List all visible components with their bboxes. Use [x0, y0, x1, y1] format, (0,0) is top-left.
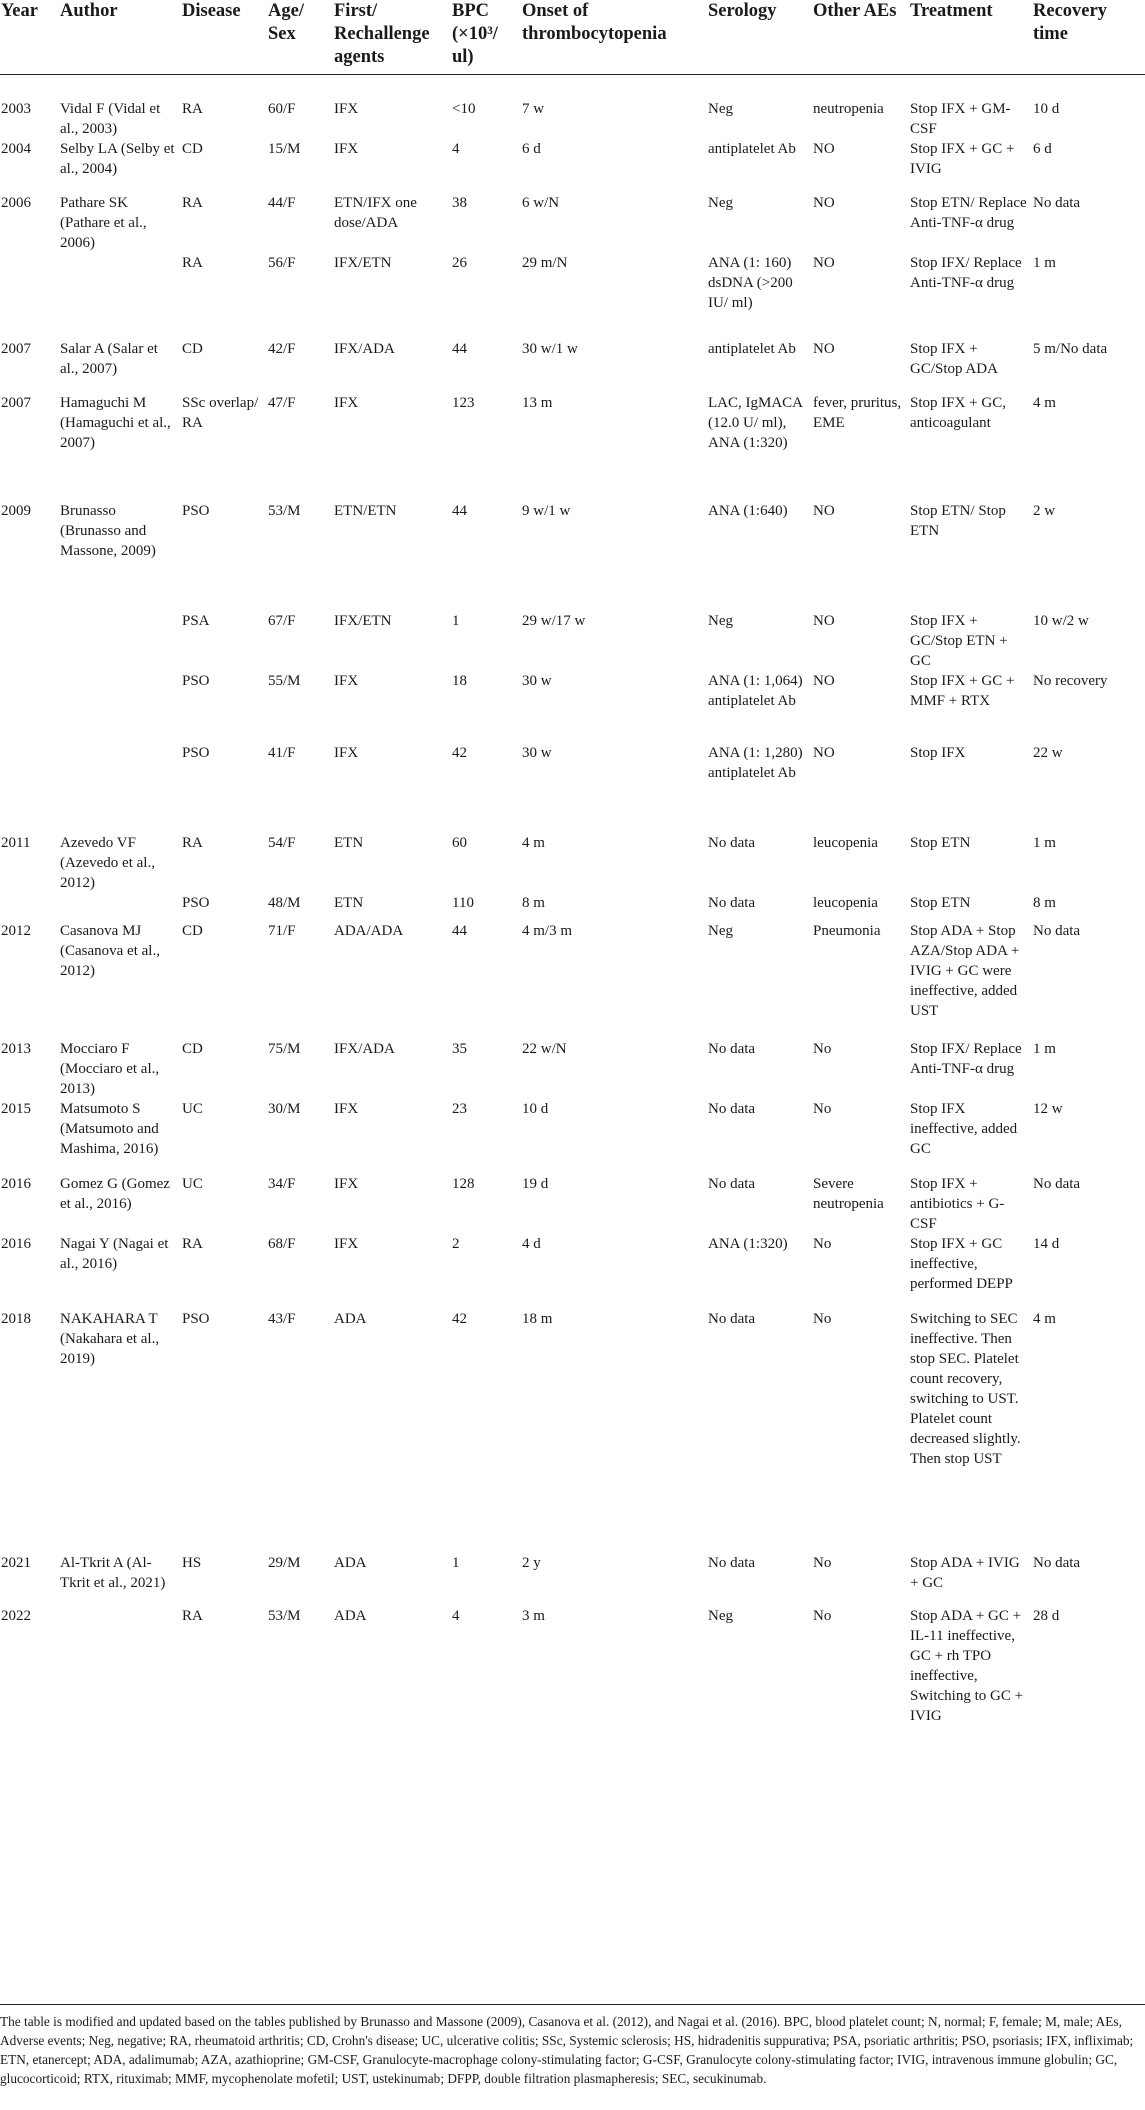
- table-cell: 4 d: [522, 1236, 541, 1252]
- table-cell: 44: [452, 923, 467, 939]
- table-cell: Stop IFX + GM-CSF: [910, 101, 1011, 137]
- table-cell: PSO: [182, 895, 210, 911]
- table-cell: RA: [182, 1608, 203, 1624]
- table-cell: PSO: [182, 673, 210, 689]
- table-cell: 1 m: [1033, 1041, 1056, 1057]
- table-cell: [0, 611, 60, 671]
- table-row: [0, 75, 1145, 140]
- table-cell: 2012: [1, 923, 31, 939]
- table-cell: 15/M: [268, 141, 301, 157]
- table-cell: IFX: [334, 1101, 359, 1117]
- table-cell: 29 m/N: [522, 255, 568, 271]
- table-cell: 8 m: [1033, 895, 1056, 911]
- table-cell: 68/F: [268, 1236, 296, 1252]
- table-cell: 42: [452, 745, 467, 761]
- table-cell: 44: [452, 503, 467, 519]
- table-cell: [60, 611, 182, 671]
- table-cell: NO: [813, 673, 835, 689]
- table-cell: Stop IFX + GC/Stop ADA: [910, 341, 998, 377]
- table-cell: ANA (1: 1,064) antiplatelet Ab: [708, 673, 803, 709]
- table-cell: RA: [182, 255, 203, 271]
- table-cell: 56/F: [268, 255, 296, 271]
- table-cell: Neg: [708, 613, 733, 629]
- table-cell: 10 d: [522, 1101, 549, 1117]
- table-cell: antiplatelet Ab: [708, 141, 796, 157]
- table-cell: 2007: [1, 395, 31, 411]
- column-header: Year: [1, 1, 38, 21]
- table-cell: [0, 743, 60, 833]
- table-row: [0, 253, 1145, 339]
- table-row: [0, 1606, 1145, 1726]
- table-cell: 22 w/N: [522, 1041, 567, 1057]
- table-cell: 44: [452, 341, 467, 357]
- table-cell: leucopenia: [813, 895, 878, 911]
- table-cell: 4 m: [522, 835, 545, 851]
- table-cell: No: [813, 1236, 832, 1252]
- table-cell: NO: [813, 141, 835, 157]
- table-cell: Stop ETN/ Replace Anti-TNF-α drug: [910, 195, 1027, 231]
- table-cell: ETN/IFX one dose/ADA: [334, 195, 417, 231]
- table-cell: No data: [708, 835, 756, 851]
- table-cell: No data: [1033, 1555, 1081, 1571]
- table-cell: 18 m: [522, 1311, 553, 1327]
- table-cell: NO: [813, 255, 835, 271]
- table-cell: 2011: [1, 835, 31, 851]
- table-cell: CD: [182, 1041, 203, 1057]
- table-cell: 6 d: [522, 141, 541, 157]
- table-cell: ANA (1: 1,280) antiplatelet Ab: [708, 745, 803, 781]
- table-cell: Gomez G (Gomez et al., 2016): [60, 1176, 170, 1212]
- table-cell: UC: [182, 1101, 203, 1117]
- table-cell: NO: [813, 745, 835, 761]
- table-cell: No data: [708, 1176, 756, 1192]
- table-cell: 29/M: [268, 1555, 301, 1571]
- table-cell: 2007: [1, 341, 31, 357]
- table-cell: 75/M: [268, 1041, 301, 1057]
- table-cell: Mocciaro F (Mocciaro et al., 2013): [60, 1041, 160, 1097]
- table-cell: IFX: [334, 101, 359, 117]
- table-cell: PSO: [182, 745, 210, 761]
- table-cell: ADA/ADA: [334, 923, 404, 939]
- table-cell: IFX: [334, 395, 359, 411]
- table-cell: No: [813, 1608, 832, 1624]
- table-header: [0, 0, 1145, 75]
- table-cell: Stop ADA + IVIG + GC: [910, 1555, 1020, 1591]
- table-row: [0, 193, 1145, 253]
- table-cell: 1: [452, 613, 460, 629]
- table-cell: 3 m: [522, 1608, 545, 1624]
- table-cell: Nagai Y (Nagai et al., 2016): [60, 1236, 169, 1272]
- table-cell: 2013: [1, 1041, 31, 1057]
- table-cell: No: [813, 1101, 832, 1117]
- table-cell: 4 m/3 m: [522, 923, 573, 939]
- table-cell: 30 w: [522, 745, 552, 761]
- table-cell: No data: [1033, 1176, 1081, 1192]
- table-cell: 26: [452, 255, 467, 271]
- column-header: Onset of thrombocytopenia: [522, 1, 667, 44]
- table-cell: No data: [708, 1311, 756, 1327]
- table-cell: 42: [452, 1311, 467, 1327]
- table-row: [0, 501, 1145, 611]
- table-cell: IFX: [334, 745, 359, 761]
- table-row: [0, 1234, 1145, 1309]
- table-cell: No data: [1033, 923, 1081, 939]
- table-cell: Casanova MJ (Casanova et al., 2012): [60, 923, 160, 979]
- table-cell: 1: [452, 1555, 460, 1571]
- table-cell: 2006: [1, 195, 31, 211]
- table-cell: Brunasso (Brunasso and Massone, 2009): [60, 503, 156, 559]
- table-cell: No: [813, 1311, 832, 1327]
- table-cell: 123: [452, 395, 475, 411]
- table-cell: IFX/ADA: [334, 341, 395, 357]
- column-header: Age/ Sex: [268, 1, 304, 44]
- table-cell: RA: [182, 101, 203, 117]
- table-cell: Stop ADA + Stop AZA/Stop ADA + IVIG + GC were ineffective, added UST: [910, 923, 1020, 1019]
- table-cell: 4 m: [1033, 395, 1056, 411]
- table-cell: 2016: [1, 1236, 31, 1252]
- table-row: [0, 611, 1145, 671]
- table-cell: No data: [708, 1555, 756, 1571]
- column-header: Recovery time: [1033, 1, 1107, 44]
- table-cell: 2009: [1, 503, 31, 519]
- table-cell: UC: [182, 1176, 203, 1192]
- table-cell: 4: [452, 141, 460, 157]
- table-cell: 1 m: [1033, 255, 1056, 271]
- table-cell: 53/M: [268, 1608, 301, 1624]
- table-cell: 2021: [1, 1555, 31, 1571]
- table-footnote: The table is modified and updated based on the tables published by Brunasso and Massone (2009), Casanova et al. (2012), and Nagai et al. (2016). BPC, blood platelet count; N, normal; F, female; M, male; AEs, Adverse events; Neg, negative; RA, rheumatoid arthritis; CD, Crohn's disease; UC, ulcerative colitis; SSc, Systemic sclerosis; HS, hidradenitis suppurativa; PSA, psoriatic arthritis; PSO, psoriasis; IFX, infliximab; ETN, etanercept; ADA, adalimumab; AZA, azathioprine; GM-CSF, Granulocyte-macrophage colony-stimulating factor; G-CSF, Granulocyte colony-stimulating factor; IVIG, intravenous immune globulin; GC, glucocorticoid; RTX, rituximab; MMF, mycophenolate mofetil; UST, ustekinumab; DFPP, double filtration plasmapheresis; SEC, secukinumab.: [0, 2014, 1134, 2086]
- table-cell: IFX/ETN: [334, 613, 392, 629]
- table-row: [0, 1039, 1145, 1099]
- table-cell: 30/M: [268, 1101, 301, 1117]
- table-cell: Stop ETN/ Stop ETN: [910, 503, 1006, 539]
- table-cell: 2: [452, 1236, 460, 1252]
- column-header: Serology: [708, 1, 777, 21]
- table-cell: 2 y: [522, 1555, 541, 1571]
- table-body: [0, 75, 1145, 1727]
- table-cell: Pneumonia: [813, 923, 881, 939]
- table-cell: 12 w: [1033, 1101, 1063, 1117]
- table-cell: 2015: [1, 1101, 31, 1117]
- table-cell: Stop ETN: [910, 835, 971, 851]
- column-header: Author: [60, 1, 118, 21]
- table-row: [0, 1553, 1145, 1606]
- table-cell: [0, 253, 60, 339]
- table-cell: No: [813, 1555, 832, 1571]
- table-cell: 47/F: [268, 395, 296, 411]
- table-cell: No recovery: [1033, 673, 1108, 689]
- table-cell: 128: [452, 1176, 475, 1192]
- table-cell: [0, 893, 60, 921]
- table-cell: CD: [182, 923, 203, 939]
- column-header: Disease: [182, 1, 241, 21]
- table-cell: <10: [452, 101, 476, 117]
- table-cell: NO: [813, 503, 835, 519]
- table-cell: CD: [182, 341, 203, 357]
- table-bottom-rule: [0, 2004, 1145, 2005]
- table-cell: 67/F: [268, 613, 296, 629]
- table-cell: Stop IFX + GC ineffective, performed DEPP: [910, 1236, 1013, 1292]
- table-cell: ADA: [334, 1555, 367, 1571]
- table-cell: Stop ADA + GC + IL-11 ineffective, GC + rh TPO ineffective, Switching to GC + IVIG: [910, 1608, 1024, 1724]
- column-header: Treatment: [910, 1, 993, 21]
- table-cell: 4 m: [1033, 1311, 1056, 1327]
- table-cell: Al-Tkrit A (Al-Tkrit et al., 2021): [60, 1555, 166, 1591]
- table-cell: 30 w: [522, 673, 552, 689]
- table-cell: 2 w: [1033, 503, 1056, 519]
- table-cell: Stop IFX + GC + MMF + RTX: [910, 673, 1015, 709]
- table-cell: 55/M: [268, 673, 301, 689]
- table-cell: Matsumoto S (Matsumoto and Mashima, 2016): [60, 1101, 159, 1157]
- table-cell: leucopenia: [813, 835, 878, 851]
- table-cell: 19 d: [522, 1176, 549, 1192]
- table-cell: [60, 253, 182, 339]
- table-cell: 2003: [1, 101, 31, 117]
- table-cell: [60, 671, 182, 743]
- table-cell: 6 w/N: [522, 195, 560, 211]
- table-cell: 6 d: [1033, 141, 1052, 157]
- table-cell: 110: [452, 895, 474, 911]
- table-cell: Pathare SK (Pathare et al., 2006): [60, 195, 147, 251]
- table-cell: 38: [452, 195, 467, 211]
- table-cell: IFX: [334, 1176, 359, 1192]
- table-cell: ETN/ETN: [334, 503, 397, 519]
- table-cell: [0, 671, 60, 743]
- table-cell: IFX/ADA: [334, 1041, 395, 1057]
- table-cell: RA: [182, 835, 203, 851]
- table-cell: [60, 893, 182, 921]
- table-cell: 8 m: [522, 895, 545, 911]
- table-cell: 7 w: [522, 101, 545, 117]
- table-cell: RA: [182, 195, 203, 211]
- column-header: First/ Rechallenge agents: [334, 1, 430, 67]
- table-cell: neutropenia: [813, 101, 884, 117]
- table-cell: 10 d: [1033, 101, 1060, 117]
- table-cell: fever, pruritus, EME: [813, 395, 902, 431]
- table-cell: ADA: [334, 1311, 367, 1327]
- table-cell: RA: [182, 1236, 203, 1252]
- table-cell: 60/F: [268, 101, 296, 117]
- table-cell: ANA (1:320): [708, 1236, 788, 1252]
- table-cell: Hamaguchi M (Hamaguchi et al., 2007): [60, 395, 171, 451]
- table-cell: 2016: [1, 1176, 31, 1192]
- header-row: [0, 0, 1145, 75]
- table-cell: Stop IFX + GC + IVIG: [910, 141, 1015, 177]
- table-cell: Stop IFX ineffective, added GC: [910, 1101, 1018, 1157]
- table-cell: ANA (1: 160) dsDNA (>200 IU/ ml): [708, 255, 793, 311]
- table-cell: 53/M: [268, 503, 301, 519]
- table-cell: 2004: [1, 141, 31, 157]
- table-cell: NO: [813, 341, 835, 357]
- table-cell: 43/F: [268, 1311, 296, 1327]
- table-cell: Stop IFX + GC/Stop ETN + GC: [910, 613, 1008, 669]
- table-cell: HS: [182, 1555, 202, 1571]
- table-cell: 41/F: [268, 745, 296, 761]
- table-cell: Azevedo VF (Azevedo et al., 2012): [60, 835, 155, 891]
- table-cell: 2022: [1, 1608, 31, 1624]
- table-row: [0, 671, 1145, 743]
- table-cell: SSc overlap/ RA: [182, 395, 259, 431]
- table-cell: No data: [708, 1101, 756, 1117]
- table-cell: LAC, IgMACA (12.0 U/ ml), ANA (1:320): [708, 395, 803, 451]
- table-cell: ETN: [334, 895, 364, 911]
- table-cell: Neg: [708, 195, 733, 211]
- table-cell: Severe neutropenia: [813, 1176, 884, 1212]
- table-row: [0, 921, 1145, 1039]
- table-cell: Switching to SEC ineffective. Then stop SEC. Platelet count recovery, switching to UST. Platelet count decreased slightly. Then stop UST: [910, 1311, 1021, 1467]
- table-cell: 14 d: [1033, 1236, 1060, 1252]
- table-cell: 18: [452, 673, 467, 689]
- table-cell: 48/M: [268, 895, 301, 911]
- table-cell: ETN: [334, 835, 364, 851]
- table-row: [0, 1099, 1145, 1174]
- table-cell: Salar A (Salar et al., 2007): [60, 341, 158, 377]
- table-cell: 28 d: [1033, 1608, 1060, 1624]
- table-cell: 23: [452, 1101, 467, 1117]
- column-header: BPC (×10³/ ul): [452, 1, 498, 67]
- table-cell: NO: [813, 195, 835, 211]
- table-cell: 10 w/2 w: [1033, 613, 1089, 629]
- table-cell: 5 m/No data: [1033, 341, 1108, 357]
- column-header: Other AEs: [813, 1, 897, 21]
- table-cell: 9 w/1 w: [522, 503, 571, 519]
- table-cell: IFX: [334, 1236, 359, 1252]
- table-cell: 54/F: [268, 835, 296, 851]
- table-cell: NAKAHARA T (Nakahara et al., 2019): [60, 1311, 160, 1367]
- table-cell: CD: [182, 141, 203, 157]
- table-cell: antiplatelet Ab: [708, 341, 796, 357]
- table-row: [0, 393, 1145, 501]
- table-cell: Stop IFX: [910, 745, 966, 761]
- table-cell: Stop ETN: [910, 895, 971, 911]
- table-cell: 44/F: [268, 195, 296, 211]
- table-row: [0, 339, 1145, 393]
- table-cell: Stop IFX + antibiotics + G-CSF: [910, 1176, 1005, 1232]
- table-cell: Stop IFX + GC, anticoagulant: [910, 395, 1006, 431]
- table-cell: [60, 743, 182, 833]
- table-cell: Stop IFX/ Replace Anti-TNF-α drug: [910, 255, 1022, 291]
- table-cell: 22 w: [1033, 745, 1063, 761]
- table-cell: 2018: [1, 1311, 31, 1327]
- table-row: [0, 893, 1145, 921]
- table-cell: 71/F: [268, 923, 296, 939]
- table-row: [0, 1174, 1145, 1234]
- table-cell: Neg: [708, 101, 733, 117]
- table-cell: 4: [452, 1608, 460, 1624]
- table-cell: Selby LA (Selby et al., 2004): [60, 141, 175, 177]
- table-cell: Neg: [708, 923, 733, 939]
- table-cell: PSO: [182, 503, 210, 519]
- table-cell: No data: [708, 895, 756, 911]
- table-cell: IFX/ETN: [334, 255, 392, 271]
- table-cell: 34/F: [268, 1176, 296, 1192]
- table-cell: ANA (1:640): [708, 503, 788, 519]
- table-cell: 29 w/17 w: [522, 613, 586, 629]
- table-row: [0, 833, 1145, 893]
- table-cell: 42/F: [268, 341, 296, 357]
- table-cell: Stop IFX/ Replace Anti-TNF-α drug: [910, 1041, 1022, 1077]
- table-cell: IFX: [334, 141, 359, 157]
- table-cell: 30 w/1 w: [522, 341, 578, 357]
- table-cell: 60: [452, 835, 467, 851]
- table-cell: [60, 1606, 182, 1726]
- table-cell: ADA: [334, 1608, 367, 1624]
- table-cell: PSA: [182, 613, 210, 629]
- table-cell: No data: [1033, 195, 1081, 211]
- table-cell: Neg: [708, 1608, 733, 1624]
- table-row: [0, 139, 1145, 193]
- table-cell: IFX: [334, 673, 359, 689]
- table-cell: 35: [452, 1041, 467, 1057]
- table-row: [0, 1309, 1145, 1553]
- table-cell: 1 m: [1033, 835, 1056, 851]
- table-cell: No: [813, 1041, 832, 1057]
- table-cell: NO: [813, 613, 835, 629]
- table-cell: PSO: [182, 1311, 210, 1327]
- table-cell: No data: [708, 1041, 756, 1057]
- table-row: [0, 743, 1145, 833]
- table-cell: 13 m: [522, 395, 553, 411]
- table-cell: Vidal F (Vidal et al., 2003): [60, 101, 161, 137]
